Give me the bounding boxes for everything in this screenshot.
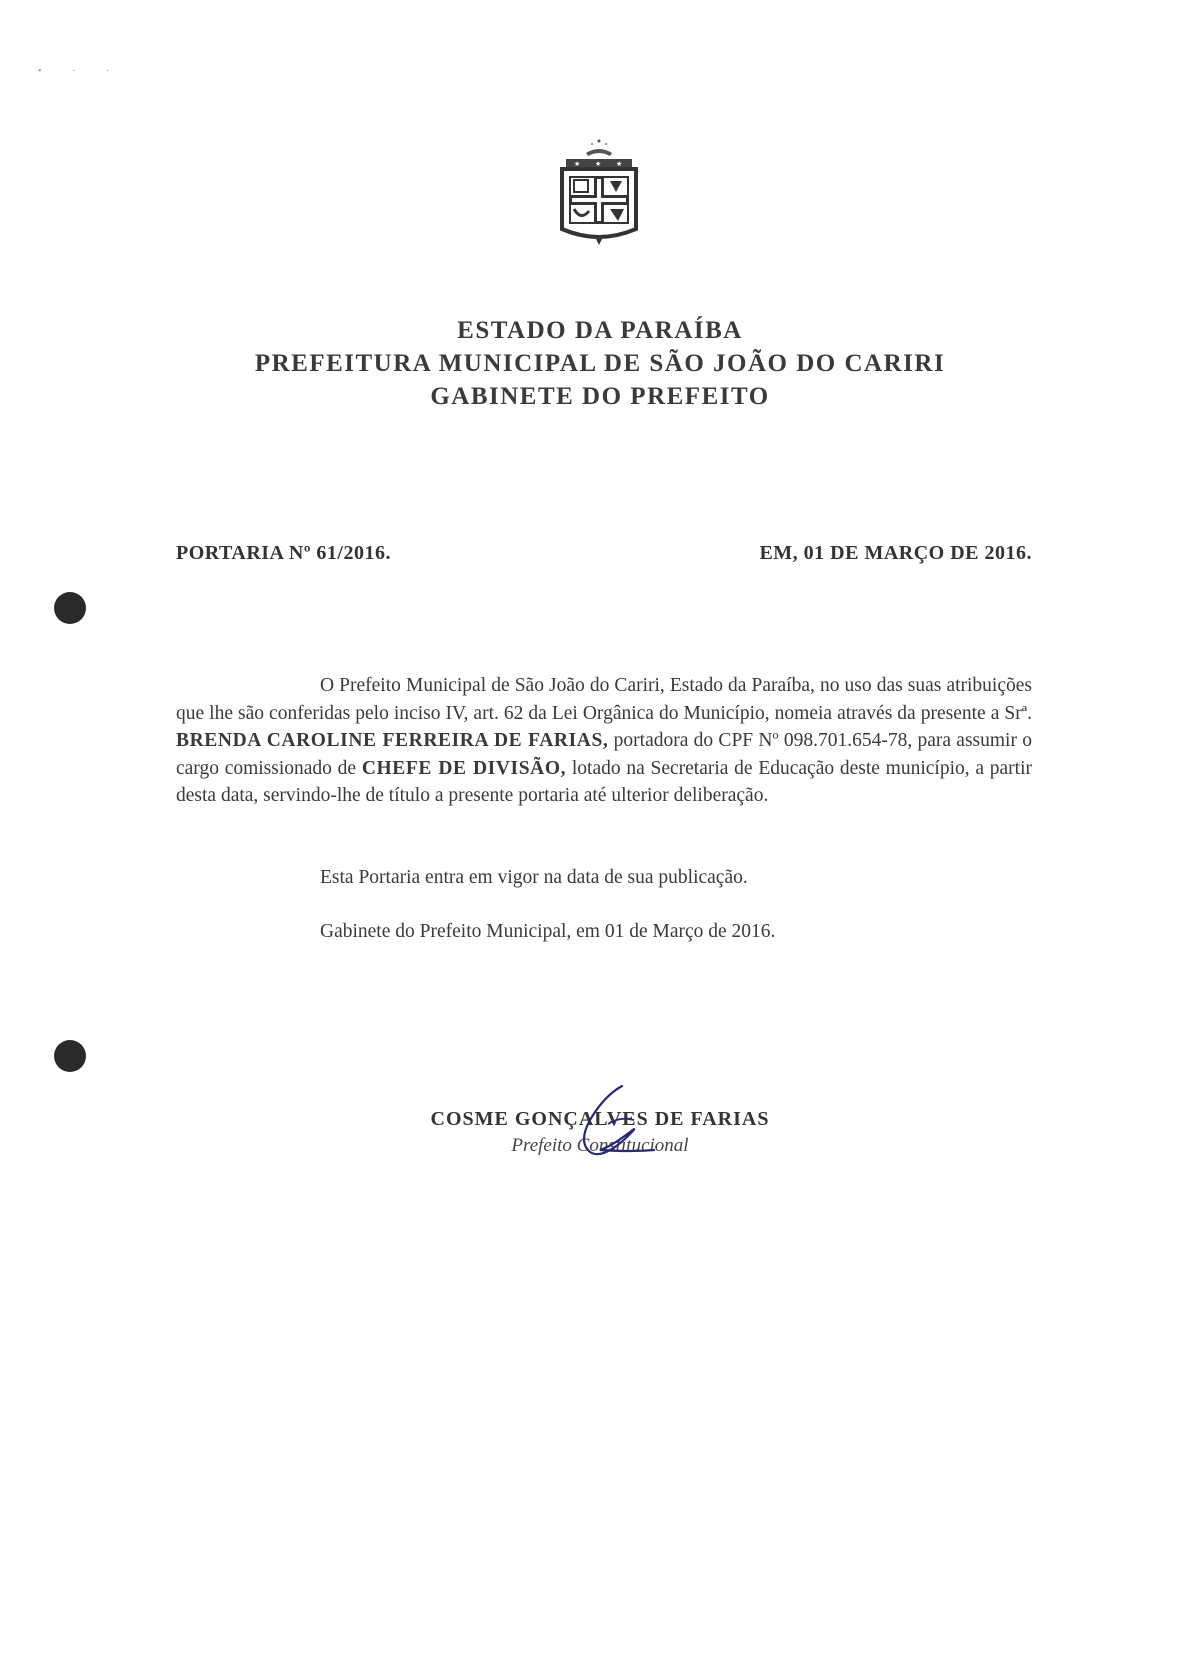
punch-hole-bottom xyxy=(54,1040,86,1072)
paragraph-middle: portadora do CPF Nº 098.701.654-78, para assumir o cargo comissionado de xyxy=(176,730,1032,779)
svg-text:★: ★ xyxy=(616,160,623,168)
header-office: GABINETE DO PREFEITO xyxy=(430,383,770,410)
signatory-title: Prefeito Constitucional xyxy=(511,1135,689,1156)
effective-paragraph: Esta Portaria entra em vigor na data de sua publicação. xyxy=(320,867,748,888)
svg-text:★: ★ xyxy=(595,160,602,168)
signatory-name: COSME GONÇALVES DE FARIAS xyxy=(430,1108,770,1130)
paragraph-intro: O Prefeito Municipal de São João do Cariri, Estado da Paraíba, no uso das suas atribuições que lhe são conferidas pelo inciso IV, art. 62 da Lei Orgânica do Município, nomeia através da presente a Srª. xyxy=(176,675,1032,724)
ordinance-number: PORTARIA Nº 61/2016. xyxy=(176,542,391,564)
ordinance-date: EM, 01 DE MARÇO DE 2016. xyxy=(759,542,1032,564)
header-state: ESTADO DA PARAÍBA xyxy=(457,317,743,344)
handwritten-signature-icon xyxy=(560,1080,660,1170)
appointment-paragraph xyxy=(176,672,1032,810)
appointee-name: BRENDA CAROLINE FERREIRA DE FARIAS, xyxy=(176,730,609,751)
municipal-coat-of-arms-icon xyxy=(556,137,642,249)
paragraph-end: lotado na Secretaria de Educação deste município, a partir desta data, servindo-lhe de título a presente portaria até ulterior deliberação. xyxy=(176,757,1032,806)
scan-artifact: • · · xyxy=(38,66,124,77)
svg-text:★: ★ xyxy=(574,160,581,168)
punch-hole-top xyxy=(54,592,86,624)
header-municipality: PREFEITURA MUNICIPAL DE SÃO JOÃO DO CARIRI xyxy=(254,350,946,377)
office-date-paragraph: Gabinete do Prefeito Municipal, em 01 de Março de 2016. xyxy=(320,921,776,942)
appointed-position: CHEFE DE DIVISÃO, xyxy=(361,757,567,779)
